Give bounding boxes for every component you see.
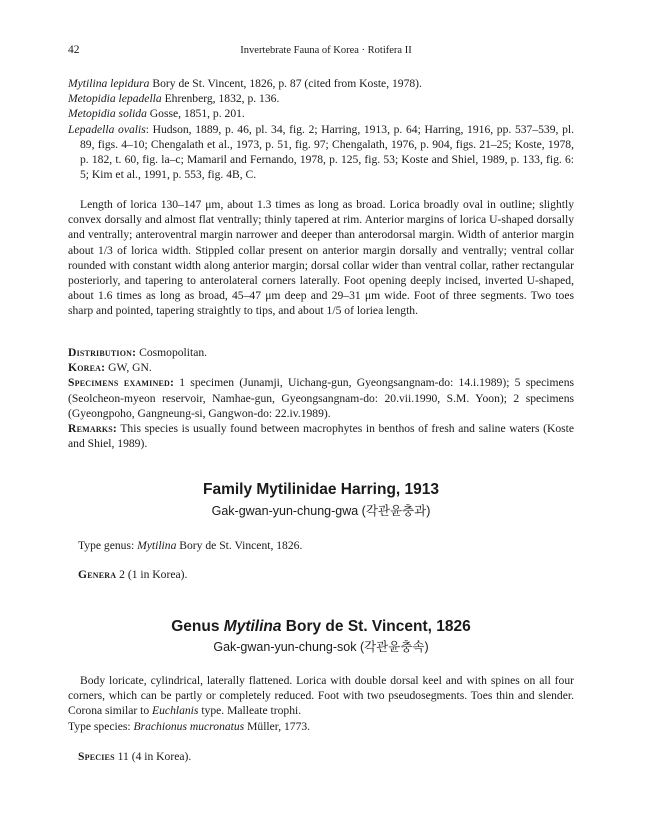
family-subtitle: Gak-gwan-yun-chung-gwa (각관윤충과) [211, 504, 431, 518]
distribution-label: Distribution: [68, 346, 137, 359]
type-genus-line: Type genus: Mytilina Bory de St. Vincent, 1826. [78, 539, 303, 552]
page-header [68, 44, 584, 60]
distribution-line: Distribution: Cosmopolitan. [68, 346, 208, 359]
type-species-line: Type species: Brachionus mucronatus Müller, 1773. [68, 719, 311, 733]
synonym-entry: Lepadella ovalis: Hudson, 1889, p. 46, pl. 34, fig. 2; Harring, 1913, p. 64; Harring, 1916, pp. 537–539, pl. 89, figs. 4–10; Chengalath et al., 1973, p. 51, fig. 97; Chengalath, 1976, p. 904, figs. 21–25; Koste, 1978, p. 182, t. 60, fig. la–c; Mamaril and Fernando, 1978, p. 125, fig. 53; Koste and Shiel, 1989, p. 133, fig. 6: 5; Kim et al., 1991, p. 553, fig. 4B, C. [68, 122, 574, 182]
page-number: 42 [68, 44, 80, 56]
family-title: Family Mytilinidae Harring, 1913 [202, 481, 440, 498]
synonymy-list [68, 76, 574, 182]
description-paragraph: Length of lorica 130–147 μm, about 1.3 times as long as broad. Lorica broadly oval in outline; slightly convex dorsally and almost flat ventrally; thinly tapered at rim. Anterior margins of lorica U-shaped dorsally and ventrally; anteroventral margin narrower and deeper than anterodorsal margin. Width of anterior margin about 1/3 of lorica width. Stippled collar present on anterior margin dorsally and ventrally; ventral collar rounded with constant width along anterior margin; dorsal collar wider than ventral collar, rather rectangular posteriorly, and tapering to anterolateral corners laterally. Foot opening deeply incised, inverted U-shaped, about 1.6 times as long as broad, 45–47 μm deep and 29–31 μm wide. Foot of three segments. Two toes sharp and pointed, tapering straightly to tips, and about 1/5 of loriea length. [68, 198, 574, 318]
remarks-line: Remarks: This species is usually found between macrophytes in benthos of fresh and saline waters (Koste and Shiel, 1989). [68, 422, 574, 451]
remarks-label: Remarks: [68, 422, 117, 436]
synonym-entry: Mytilina lepidura Bory de St. Vincent, 1826, p. 87 (cited from Koste, 1978). [68, 77, 422, 90]
species-label: Species [78, 750, 115, 763]
running-title: Invertebrate Fauna of Korea · Rotifera II [240, 45, 412, 56]
genus-subtitle: Gak-gwan-yun-chung-sok (각관윤충속) [213, 640, 429, 654]
synonym-entry: Metopidia lepadella Ehrenberg, 1832, p. 136. [68, 92, 280, 106]
genus-title: Genus Mytilina Bory de St. Vincent, 1826 [171, 618, 471, 635]
korea-line: Korea: GW, GN. [68, 361, 152, 375]
species-description [68, 197, 574, 319]
synonym-entry: Metopidia solida Gosse, 1851, p. 201. [68, 107, 245, 121]
genus-description-paragraph: Body loricate, cylindrical, laterally flattened. Lorica with double dorsal keel and with spines on all four corners, which can be partly or completely reduced. Foot with two pseudosegments. Toes thin and slender. Corona similar to Euchlanis type. Malleate trophi. [68, 674, 574, 718]
distribution-section [68, 345, 574, 451]
genus-description [68, 673, 574, 734]
korea-label: Korea: [68, 361, 106, 375]
genera-label: Genera [78, 568, 117, 581]
specimens-line: Specimens examined: 1 specimen (Junamji, Uichang-gun, Gyeongsangnam-do: 14.i.1989); 5 specimens (Seolcheon-myeon reservoir, Namhae-gun, Gyeongsangnam-do: 20.vii.1990, S.M. Yoon); 2 specimens (Gyeongpoho, Gangneung-si, Gangwon-do: 22.iv.1989). [68, 376, 574, 420]
species-count-line: Species 11 (4 in Korea). [78, 750, 192, 763]
genera-line: Genera 2 (1 in Korea). [78, 568, 188, 581]
specimens-label: Specimens examined: [68, 376, 175, 390]
